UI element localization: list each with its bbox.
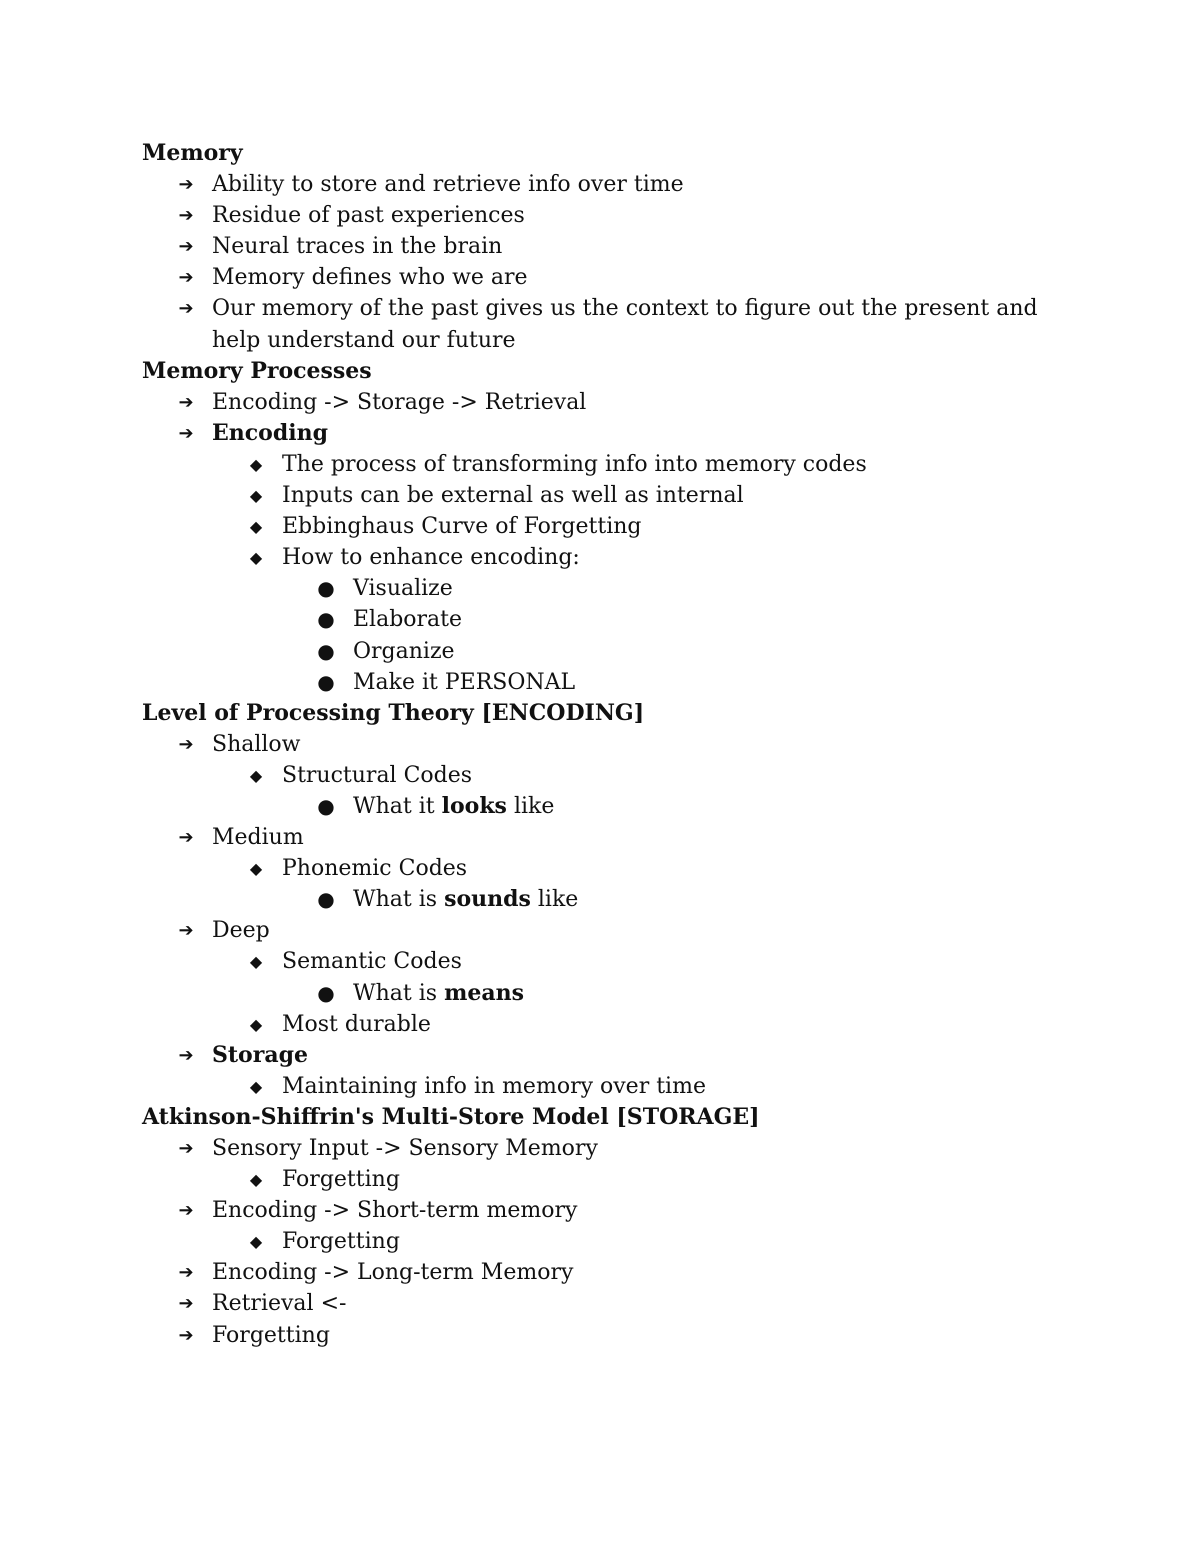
diamond-bullet-icon: ◆: [249, 517, 263, 537]
diamond-bullet-icon: ◆: [249, 952, 263, 972]
circle-bullet-icon: ●: [317, 638, 335, 663]
list-item: ➔ Neural traces in the brain: [142, 231, 1082, 262]
arrow-bullet-icon: ➔: [178, 1262, 194, 1284]
list-item: ➔ Memory defines who we are: [142, 262, 1082, 293]
arrow-bullet-icon: ➔: [178, 733, 194, 755]
list-item: ➔ Forgetting: [142, 1320, 1082, 1351]
diamond-bullet-icon: ◆: [249, 486, 263, 506]
arrow-bullet-icon: ➔: [178, 236, 194, 258]
arrow-bullet-icon: ➔: [178, 827, 194, 849]
arrow-bullet-icon: ➔: [178, 298, 194, 320]
circle-bullet-icon: ●: [317, 980, 335, 1005]
list-item: ● Make it PERSONAL: [142, 667, 1082, 698]
list-item: ◆ Semantic Codes: [142, 946, 1082, 977]
list-item: ◆ The process of transforming info into memory codes: [142, 449, 1082, 480]
diamond-bullet-icon: ◆: [249, 1076, 263, 1096]
list-item: ➔ Our memory of the past gives us the context to figure out the present and help understand our future: [142, 293, 1082, 355]
arrow-bullet-icon: ➔: [178, 391, 194, 413]
list-item: ➔ Medium: [142, 822, 1082, 853]
diamond-bullet-icon: ◆: [249, 765, 263, 785]
list-item: ➔ Encoding: [142, 418, 1082, 449]
list-item: ◆ Forgetting: [142, 1164, 1082, 1195]
list-item: ➔ Retrieval <-: [142, 1288, 1082, 1319]
section-heading-atkinson-shiffrin: Atkinson-Shiffrin's Multi-Store Model [STORAGE]: [142, 1103, 760, 1130]
list-item: ◆ Maintaining info in memory over time: [142, 1071, 1082, 1102]
arrow-bullet-icon: ➔: [178, 1293, 194, 1315]
list-item: ➔ Sensory Input -> Sensory Memory: [142, 1133, 1082, 1164]
list-item: ◆ How to enhance encoding:: [142, 542, 1082, 573]
diamond-bullet-icon: ◆: [249, 1232, 263, 1252]
list-item: ◆ Most durable: [142, 1009, 1082, 1040]
list-item: ● Visualize: [142, 573, 1082, 604]
arrow-bullet-icon: ➔: [178, 1044, 194, 1066]
list-item: ➔ Encoding -> Long-term Memory: [142, 1257, 1082, 1288]
list-item: ➔ Encoding -> Short-term memory: [142, 1195, 1082, 1226]
list-item: ➔ Residue of past experiences: [142, 200, 1082, 231]
arrow-bullet-icon: ➔: [178, 267, 194, 289]
list-item: ◆ Structural Codes: [142, 760, 1082, 791]
diamond-bullet-icon: ◆: [249, 454, 263, 474]
section-heading-level-of-processing: Level of Processing Theory [ENCODING]: [142, 699, 645, 726]
list-item: ◆ Phonemic Codes: [142, 853, 1082, 884]
arrow-bullet-icon: ➔: [178, 920, 194, 942]
diamond-bullet-icon: ◆: [249, 548, 263, 568]
circle-bullet-icon: ●: [317, 887, 335, 912]
list-item: ➔ Storage: [142, 1040, 1082, 1071]
arrow-bullet-icon: ➔: [178, 422, 194, 444]
circle-bullet-icon: ●: [317, 793, 335, 818]
diamond-bullet-icon: ◆: [249, 1014, 263, 1034]
arrow-bullet-icon: ➔: [178, 174, 194, 196]
list-item: ◆ Ebbinghaus Curve of Forgetting: [142, 511, 1082, 542]
list-item: ➔ Encoding -> Storage -> Retrieval: [142, 387, 1082, 418]
circle-bullet-icon: ●: [317, 607, 335, 632]
notes-document: [142, 138, 1082, 1351]
list-item: ● What is means: [142, 978, 1082, 1009]
list-item: ➔ Shallow: [142, 729, 1082, 760]
list-item: ➔ Ability to store and retrieve info over time: [142, 169, 1082, 200]
arrow-bullet-icon: ➔: [178, 1324, 194, 1346]
section-heading-memory: Memory: [142, 140, 243, 166]
section-heading-memory-processes: Memory Processes: [142, 357, 372, 384]
arrow-bullet-icon: ➔: [178, 1138, 194, 1159]
circle-bullet-icon: ●: [317, 669, 335, 694]
arrow-bullet-icon: ➔: [178, 205, 194, 227]
list-item: ● What is sounds like: [142, 884, 1082, 915]
list-item: ● Elaborate: [142, 604, 1082, 635]
list-item: ➔ Deep: [142, 915, 1082, 946]
list-item: ● What it looks like: [142, 791, 1082, 822]
diamond-bullet-icon: ◆: [249, 1170, 263, 1190]
list-item: ● Organize: [142, 636, 1082, 667]
list-item: ◆ Forgetting: [142, 1226, 1082, 1257]
arrow-bullet-icon: ➔: [178, 1200, 194, 1222]
diamond-bullet-icon: ◆: [249, 859, 263, 879]
list-item: ◆ Inputs can be external as well as internal: [142, 480, 1082, 511]
circle-bullet-icon: ●: [317, 576, 335, 601]
